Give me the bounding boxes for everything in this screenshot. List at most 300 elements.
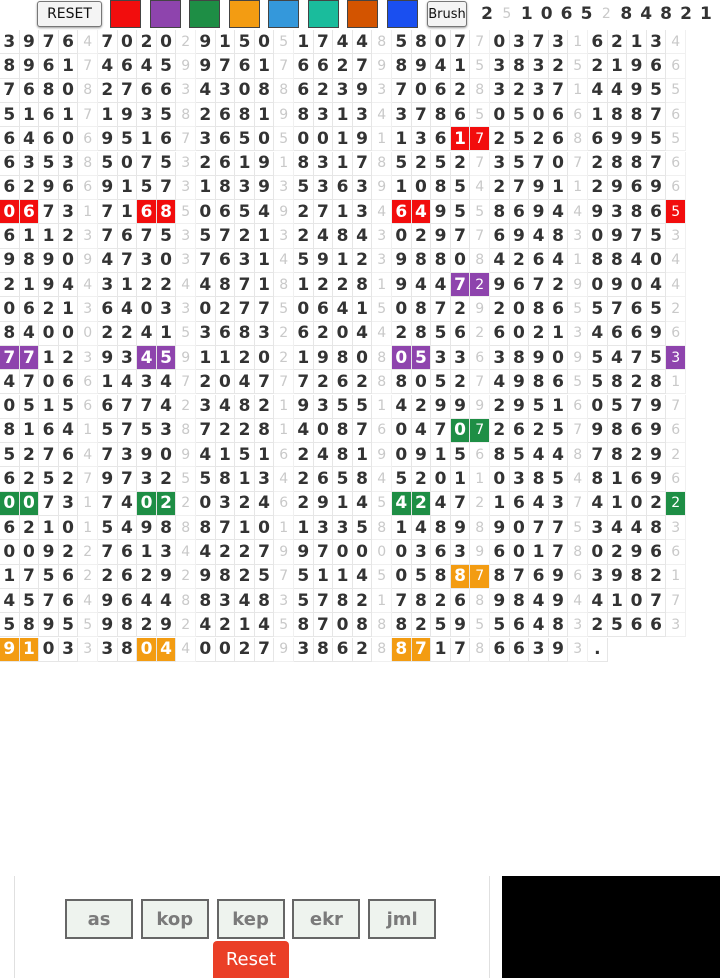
digit-cell[interactable]: 2 [98,79,118,103]
digit-cell[interactable]: 0 [39,322,59,346]
digit-cell[interactable]: 6 [294,322,314,346]
digit-cell[interactable]: 4 [137,589,157,613]
separator-digit-cell[interactable]: 3 [568,224,588,248]
digit-cell[interactable]: 0 [0,297,20,321]
reset-button[interactable]: RESET [37,1,102,27]
digit-cell[interactable]: 3 [451,346,471,370]
digit-cell[interactable]: . [588,638,608,662]
digit-cell[interactable]: 6 [647,613,667,637]
swatch-orange[interactable] [229,0,260,28]
separator-digit-cell[interactable]: 6 [372,419,392,443]
digit-cell[interactable]: 8 [412,30,432,54]
digit-cell[interactable]: 1 [333,200,353,224]
separator-digit-cell[interactable]: 2 [470,273,490,297]
digit-cell[interactable]: 6 [647,540,667,564]
digit-cell[interactable]: 5 [157,54,177,78]
digit-cell[interactable]: 8 [529,467,549,491]
digit-cell[interactable]: 5 [294,249,314,273]
digit-cell[interactable]: 5 [529,395,549,419]
digit-cell[interactable]: 9 [451,613,471,637]
digit-cell[interactable]: 5 [451,176,471,200]
digit-cell[interactable]: 9 [627,540,647,564]
digit-cell[interactable]: 6 [157,127,177,151]
digit-cell[interactable]: 6 [216,200,236,224]
digit-cell[interactable]: 6 [0,516,20,540]
digit-cell[interactable]: 5 [431,370,451,394]
digit-cell[interactable]: 2 [490,419,510,443]
separator-digit-cell[interactable]: 3 [666,224,686,248]
digit-cell[interactable]: 9 [608,224,628,248]
digit-cell[interactable]: 6 [118,565,138,589]
separator-digit-cell[interactable]: 8 [372,30,392,54]
separator-digit-cell[interactable]: 3 [176,79,196,103]
separator-digit-cell[interactable]: 7 [274,565,294,589]
digit-cell[interactable]: 3 [255,467,275,491]
digit-cell[interactable]: 3 [490,346,510,370]
digit-cell[interactable]: 4 [529,589,549,613]
digit-cell[interactable]: 7 [549,79,569,103]
digit-cell[interactable]: 7 [314,589,334,613]
digit-cell[interactable]: 5 [137,419,157,443]
digit-cell[interactable]: 0 [510,297,530,321]
separator-digit-cell[interactable]: 3 [568,322,588,346]
separator-digit-cell[interactable]: 4 [568,589,588,613]
digit-cell[interactable]: 7 [137,395,157,419]
digit-cell[interactable]: 7 [431,297,451,321]
digit-cell[interactable]: 8 [431,103,451,127]
separator-digit-cell[interactable]: 0 [78,322,98,346]
digit-cell[interactable]: 5 [510,443,530,467]
digit-cell[interactable]: 4 [627,249,647,273]
separator-digit-cell[interactable]: 4 [568,200,588,224]
digit-cell[interactable]: 7 [608,297,628,321]
digit-cell[interactable]: 0 [490,103,510,127]
digit-cell[interactable]: 9 [510,370,530,394]
digit-cell[interactable]: 5 [0,443,20,467]
digit-cell[interactable]: 6 [59,443,79,467]
digit-cell[interactable]: 2 [314,370,334,394]
digit-cell[interactable]: 7 [98,200,118,224]
digit-cell[interactable]: 2 [39,297,59,321]
digit-cell[interactable]: 2 [529,322,549,346]
separator-digit-cell[interactable]: 4 [176,638,196,662]
digit-cell[interactable]: 4 [353,224,373,248]
digit-cell[interactable]: 5 [137,176,157,200]
digit-cell[interactable]: 7 [588,443,608,467]
digit-cell[interactable]: 0 [627,589,647,613]
digit-cell[interactable]: 6 [59,30,79,54]
digit-cell[interactable]: 0 [490,467,510,491]
separator-digit-cell[interactable]: 4 [372,200,392,224]
digit-cell[interactable]: 0 [510,516,530,540]
digit-cell[interactable]: 7 [196,419,216,443]
digit-cell[interactable]: 1 [255,273,275,297]
digit-cell[interactable]: 7 [20,565,40,589]
digit-cell[interactable]: 6 [59,589,79,613]
digit-cell[interactable]: 5 [647,297,667,321]
digit-cell[interactable]: 6 [314,297,334,321]
digit-cell[interactable]: 1 [39,346,59,370]
digit-cell[interactable]: 3 [196,395,216,419]
digit-cell[interactable]: 2 [0,273,20,297]
digit-cell[interactable]: 0 [510,322,530,346]
digit-cell[interactable]: 4 [608,346,628,370]
digit-cell[interactable]: 2 [20,467,40,491]
digit-cell[interactable]: 4 [412,516,432,540]
separator-digit-cell[interactable]: 8 [372,152,392,176]
digit-cell[interactable]: 6 [333,370,353,394]
digit-cell[interactable]: 4 [608,516,628,540]
digit-cell[interactable]: 6 [627,297,647,321]
digit-cell[interactable]: 6 [118,54,138,78]
separator-digit-cell[interactable]: 8 [470,589,490,613]
separator-digit-cell[interactable]: 6 [666,103,686,127]
separator-digit-cell[interactable]: 9 [176,443,196,467]
digit-cell[interactable]: 3 [196,322,216,346]
digit-cell[interactable]: 1 [333,492,353,516]
digit-cell[interactable]: 9 [608,273,628,297]
separator-digit-cell[interactable]: 8 [274,79,294,103]
digit-cell[interactable]: 2 [588,613,608,637]
digit-cell[interactable]: 8 [529,297,549,321]
digit-cell[interactable]: 7 [0,346,20,370]
digit-cell[interactable]: 2 [353,249,373,273]
digit-cell[interactable]: 8 [294,152,314,176]
separator-digit-cell[interactable]: 9 [176,54,196,78]
digit-cell[interactable]: 2 [235,565,255,589]
digit-cell[interactable]: 3 [392,103,412,127]
panel-button-kop[interactable]: kop [141,899,209,939]
digit-cell[interactable]: 1 [255,443,275,467]
digit-cell[interactable]: 8 [314,638,334,662]
digit-cell[interactable]: 7 [647,103,667,127]
digit-cell[interactable]: 2 [647,565,667,589]
digit-cell[interactable]: 9 [20,54,40,78]
digit-cell[interactable]: 1 [137,540,157,564]
digit-cell[interactable]: 5 [98,516,118,540]
digit-cell[interactable]: 9 [98,589,118,613]
digit-cell[interactable]: 2 [490,395,510,419]
digit-cell[interactable]: 1 [294,346,314,370]
separator-digit-cell[interactable]: 6 [666,419,686,443]
swatch-blue[interactable] [387,0,418,28]
digit-cell[interactable]: 6 [59,176,79,200]
digit-cell[interactable]: 5 [490,613,510,637]
digit-cell[interactable]: 9 [627,79,647,103]
digit-cell[interactable]: 2 [235,346,255,370]
digit-cell[interactable]: 8 [157,200,177,224]
separator-digit-cell[interactable]: 7 [470,565,490,589]
digit-cell[interactable]: 8 [510,346,530,370]
digit-cell[interactable]: 6 [608,322,628,346]
digit-cell[interactable]: 3 [490,54,510,78]
digit-cell[interactable]: 7 [314,540,334,564]
separator-digit-cell[interactable]: 9 [470,297,490,321]
separator-digit-cell[interactable]: 9 [274,540,294,564]
digit-cell[interactable]: 2 [412,224,432,248]
separator-digit-cell[interactable]: 5 [176,200,196,224]
digit-cell[interactable]: 2 [412,492,432,516]
digit-cell[interactable]: 2 [20,443,40,467]
digit-cell[interactable]: 9 [294,395,314,419]
digit-cell[interactable]: 9 [647,443,667,467]
panel-button-ekr[interactable]: ekr [292,899,360,939]
digit-cell[interactable]: 1 [529,540,549,564]
digit-cell[interactable]: 6 [0,127,20,151]
separator-digit-cell[interactable]: 8 [470,516,490,540]
separator-digit-cell[interactable]: 8 [372,346,392,370]
separator-digit-cell[interactable]: 6 [78,395,98,419]
separator-digit-cell[interactable]: 1 [568,249,588,273]
separator-digit-cell[interactable]: 1 [372,395,392,419]
digit-cell[interactable]: 3 [314,176,334,200]
digit-cell[interactable]: 3 [353,200,373,224]
separator-digit-cell[interactable]: 2 [274,346,294,370]
digit-cell[interactable]: 8 [627,103,647,127]
digit-cell[interactable]: 1 [333,127,353,151]
separator-digit-cell[interactable]: 4 [470,176,490,200]
digit-cell[interactable]: 2 [59,346,79,370]
digit-cell[interactable]: 6 [647,200,667,224]
digit-cell[interactable]: 6 [314,54,334,78]
digit-cell[interactable]: 8 [196,516,216,540]
separator-digit-cell[interactable]: 3 [666,346,686,370]
digit-cell[interactable]: 5 [412,346,432,370]
digit-cell[interactable]: 1 [20,224,40,248]
digit-cell[interactable]: 2 [412,395,432,419]
separator-digit-cell[interactable]: 1 [568,176,588,200]
digit-cell[interactable]: 5 [353,516,373,540]
digit-cell[interactable]: 6 [20,79,40,103]
separator-digit-cell[interactable]: 6 [666,176,686,200]
digit-cell[interactable]: 0 [137,638,157,662]
digit-cell[interactable]: 1 [431,638,451,662]
digit-cell[interactable]: 5 [235,443,255,467]
digit-cell[interactable]: 0 [333,322,353,346]
digit-cell[interactable]: 0 [196,638,216,662]
digit-cell[interactable]: 4 [157,395,177,419]
separator-digit-cell[interactable]: 8 [470,79,490,103]
digit-cell[interactable]: 7 [353,152,373,176]
digit-cell[interactable]: 2 [490,297,510,321]
digit-cell[interactable]: 1 [137,127,157,151]
digit-cell[interactable]: 0 [588,540,608,564]
digit-cell[interactable]: 1 [216,30,236,54]
digit-cell[interactable]: 5 [647,346,667,370]
digit-cell[interactable]: 1 [314,565,334,589]
digit-cell[interactable]: 3 [314,395,334,419]
digit-cell[interactable]: 0 [314,127,334,151]
digit-cell[interactable]: 0 [0,540,20,564]
digit-cell[interactable]: 1 [235,516,255,540]
digit-cell[interactable]: 8 [333,224,353,248]
panel-reset-button[interactable]: Reset [213,941,289,978]
separator-digit-cell[interactable]: 9 [372,54,392,78]
digit-cell[interactable]: 3 [353,103,373,127]
digit-cell[interactable]: 4 [431,492,451,516]
digit-cell[interactable]: 4 [118,492,138,516]
separator-digit-cell[interactable]: 5 [372,297,392,321]
separator-digit-cell[interactable]: 4 [78,273,98,297]
digit-cell[interactable]: 8 [451,565,471,589]
separator-digit-cell[interactable]: 4 [372,103,392,127]
digit-cell[interactable]: 4 [549,249,569,273]
digit-cell[interactable]: 2 [98,322,118,346]
separator-digit-cell[interactable]: 3 [78,224,98,248]
digit-cell[interactable]: 5 [235,127,255,151]
digit-cell[interactable]: 0 [157,30,177,54]
digit-cell[interactable]: 5 [392,467,412,491]
digit-cell[interactable]: 0 [412,370,432,394]
digit-cell[interactable]: 3 [59,152,79,176]
digit-cell[interactable]: 6 [98,297,118,321]
digit-cell[interactable]: 9 [529,176,549,200]
digit-cell[interactable]: 7 [627,346,647,370]
digit-cell[interactable]: 8 [490,200,510,224]
digit-cell[interactable]: 6 [431,127,451,151]
separator-digit-cell[interactable]: 2 [274,322,294,346]
separator-digit-cell[interactable]: 3 [176,249,196,273]
digit-cell[interactable]: 5 [39,152,59,176]
digit-cell[interactable]: 0 [59,516,79,540]
digit-cell[interactable]: 4 [608,79,628,103]
digit-cell[interactable]: 5 [392,152,412,176]
digit-cell[interactable]: 2 [196,103,216,127]
digit-cell[interactable]: 2 [314,273,334,297]
separator-digit-cell[interactable]: 8 [78,152,98,176]
digit-cell[interactable]: 0 [216,638,236,662]
separator-digit-cell[interactable]: 5 [274,127,294,151]
separator-digit-cell[interactable]: 8 [176,516,196,540]
digit-cell[interactable]: 4 [412,200,432,224]
separator-digit-cell[interactable]: 1 [372,589,392,613]
digit-cell[interactable]: 9 [647,395,667,419]
digit-cell[interactable]: 2 [412,152,432,176]
digit-cell[interactable]: 6 [549,297,569,321]
separator-digit-cell[interactable]: 9 [470,540,490,564]
digit-cell[interactable]: 5 [118,127,138,151]
digit-cell[interactable]: 5 [431,613,451,637]
digit-cell[interactable]: 2 [157,273,177,297]
digit-cell[interactable]: 9 [490,273,510,297]
digit-cell[interactable]: 6 [490,638,510,662]
digit-cell[interactable]: 9 [353,79,373,103]
digit-cell[interactable]: 2 [235,540,255,564]
separator-digit-cell[interactable]: 7 [176,370,196,394]
digit-cell[interactable]: 4 [98,54,118,78]
digit-cell[interactable]: 7 [98,443,118,467]
digit-cell[interactable]: 6 [20,297,40,321]
digit-cell[interactable]: 7 [529,30,549,54]
digit-cell[interactable]: 8 [255,419,275,443]
separator-digit-cell[interactable]: 4 [372,467,392,491]
digit-cell[interactable]: 7 [157,176,177,200]
digit-cell[interactable]: 1 [431,443,451,467]
digit-cell[interactable]: 1 [392,127,412,151]
separator-digit-cell[interactable]: 0 [372,540,392,564]
separator-digit-cell[interactable]: 8 [78,79,98,103]
separator-digit-cell[interactable]: 5 [470,54,490,78]
digit-cell[interactable]: 1 [216,346,236,370]
digit-cell[interactable]: 2 [314,79,334,103]
digit-cell[interactable]: 5 [157,103,177,127]
digit-cell[interactable]: 3 [510,30,530,54]
digit-cell[interactable]: 8 [431,176,451,200]
digit-cell[interactable]: 9 [431,200,451,224]
separator-digit-cell[interactable]: 1 [666,370,686,394]
digit-cell[interactable]: 2 [157,492,177,516]
digit-cell[interactable]: 7 [118,419,138,443]
digit-cell[interactable]: 6 [451,589,471,613]
digit-cell[interactable]: 1 [333,565,353,589]
separator-digit-cell[interactable]: 8 [372,370,392,394]
digit-cell[interactable]: 2 [216,540,236,564]
digit-cell[interactable]: 5 [235,30,255,54]
separator-digit-cell[interactable]: 2 [470,492,490,516]
digit-cell[interactable]: 6 [529,249,549,273]
digit-cell[interactable]: 8 [412,322,432,346]
digit-cell[interactable]: 0 [20,492,40,516]
digit-cell[interactable]: 1 [255,54,275,78]
separator-digit-cell[interactable]: 2 [176,565,196,589]
digit-cell[interactable]: 2 [294,443,314,467]
digit-cell[interactable]: 9 [510,224,530,248]
separator-digit-cell[interactable]: 5 [176,467,196,491]
digit-cell[interactable]: 0 [235,79,255,103]
digit-cell[interactable]: 9 [431,395,451,419]
digit-cell[interactable]: 0 [392,346,412,370]
separator-digit-cell[interactable]: 1 [568,30,588,54]
digit-cell[interactable]: 3 [235,176,255,200]
separator-digit-cell[interactable]: 5 [78,613,98,637]
separator-digit-cell[interactable]: 8 [274,273,294,297]
digit-cell[interactable]: 8 [431,249,451,273]
digit-cell[interactable]: 3 [294,638,314,662]
digit-cell[interactable]: 5 [294,589,314,613]
digit-cell[interactable]: 6 [98,395,118,419]
digit-cell[interactable]: 5 [0,613,20,637]
digit-cell[interactable]: 5 [647,127,667,151]
separator-digit-cell[interactable]: 7 [568,492,588,516]
digit-cell[interactable]: 3 [255,322,275,346]
digit-cell[interactable]: 1 [0,565,20,589]
digit-cell[interactable]: 8 [608,370,628,394]
digit-cell[interactable]: 2 [333,273,353,297]
digit-cell[interactable]: 8 [608,249,628,273]
digit-cell[interactable]: 5 [588,346,608,370]
digit-cell[interactable]: 3 [490,152,510,176]
digit-cell[interactable]: 4 [431,54,451,78]
digit-cell[interactable]: 6 [0,152,20,176]
separator-digit-cell[interactable]: 1 [78,419,98,443]
separator-digit-cell[interactable]: 7 [78,103,98,127]
digit-cell[interactable]: 3 [0,30,20,54]
digit-cell[interactable]: 8 [235,103,255,127]
digit-cell[interactable]: 0 [431,30,451,54]
digit-cell[interactable]: 5 [255,565,275,589]
digit-cell[interactable]: 1 [451,467,471,491]
digit-cell[interactable]: 6 [118,224,138,248]
digit-cell[interactable]: 8 [216,273,236,297]
digit-cell[interactable]: 9 [431,224,451,248]
digit-cell[interactable]: 6 [118,540,138,564]
digit-cell[interactable]: 8 [588,249,608,273]
digit-cell[interactable]: 9 [412,54,432,78]
digit-cell[interactable]: 3 [118,346,138,370]
digit-cell[interactable]: 1 [255,103,275,127]
digit-cell[interactable]: 2 [235,419,255,443]
digit-cell[interactable]: 3 [647,30,667,54]
